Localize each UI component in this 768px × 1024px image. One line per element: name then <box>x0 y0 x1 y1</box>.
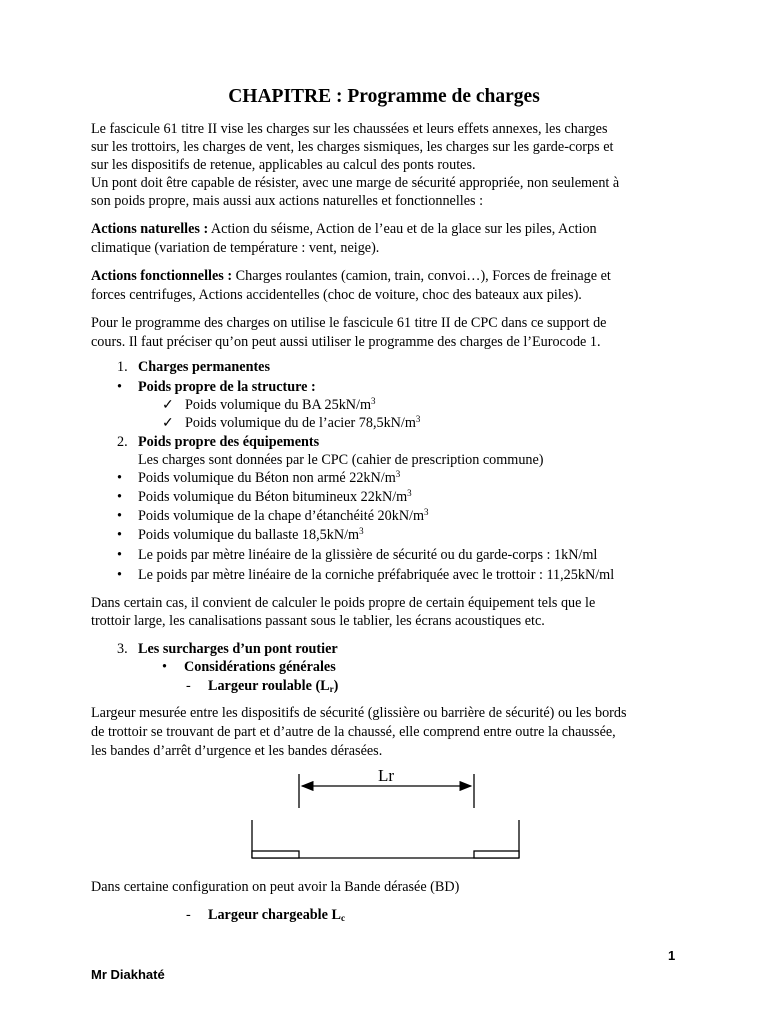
dash-marker: - <box>186 678 191 694</box>
equip-item-1-sup: 3 <box>395 469 401 479</box>
largeur-text-line-2: de trottoir se trouvant de part et d’autre de la chaussé, elle comprend entre outre la chaussée, <box>91 724 616 740</box>
actions-naturelles-line-2: climatique (variation de température : vent, neige). <box>91 240 380 256</box>
equip-item-5: Le poids par mètre linéaire de la glissière de sécurité ou du garde-corps : 1kN/ml <box>138 547 598 563</box>
actions-fonctionnelles-label: Actions fonctionnelles : <box>91 268 233 284</box>
structure-item-1-sup: 3 <box>371 396 376 406</box>
actions-naturelles-line-1 <box>91 220 691 239</box>
equip-item-4-text: Poids volumique du ballaste 18,5kN/m <box>138 527 360 543</box>
largeur-chargeable-heading <box>208 906 345 925</box>
section-poids-equipements: Poids propre des équipements <box>138 434 320 450</box>
dash-marker: - <box>186 907 191 923</box>
bullet-icon: • <box>117 379 122 395</box>
list-number-1: 1. <box>117 359 128 375</box>
bullet-icon: • <box>162 659 167 675</box>
equip-item-2 <box>138 488 412 507</box>
intro-line-1: Le fascicule 61 titre II vise les charges sur les chaussées et leurs effets annexes, les charges <box>91 121 608 137</box>
equip-item-2-text: Poids volumique du Béton bitumineux 22kN/m <box>138 489 408 505</box>
certain-cas-line-1: Dans certain cas, il convient de calculer le poids propre de certain équipement tels que le <box>91 595 596 611</box>
chapter-title: CHAPITRE : Programme de charges <box>228 86 540 107</box>
intro-line-2: sur les trottoirs, les charges de vent, les charges sismiques, les charges sur les garde-corps et <box>91 139 614 155</box>
actions-naturelles-text: Action du séisme, Action de l’eau et de la glace sur les piles, Action <box>208 221 597 237</box>
largeur-roulable-diagram <box>240 762 530 872</box>
programme-line-2: cours. Il faut préciser qu’on peut aussi utiliser le programme des charges de l’Eurocode 1. <box>91 334 601 350</box>
equip-item-1-text: Poids volumique du Béton non armé 22kN/m <box>138 470 396 486</box>
intro-line-5: son poids propre, mais aussi aux actions naturelles et fonctionnelles : <box>91 193 484 209</box>
actions-fonctionnelles-text: Charges roulantes (camion, train, convoi…), Forces de freinage et <box>232 268 611 284</box>
checkmark-icon: ✓ <box>162 397 174 413</box>
list-number-2: 2. <box>117 434 128 450</box>
largeur-chargeable-label: Largeur chargeable L <box>208 907 341 923</box>
structure-item-2-sup: 3 <box>415 414 421 424</box>
bullet-icon: • <box>117 508 122 524</box>
actions-fonctionnelles-line-2: forces centrifuges, Actions accidentelles (choc de voiture, choc des bateaux aux piles). <box>91 287 582 303</box>
intro-line-4: Un pont doit être capable de résister, avec une marge de sécurité appropriée, non seulement à <box>91 175 620 191</box>
equip-item-4 <box>138 526 364 545</box>
bullet-icon: • <box>117 527 122 543</box>
largeur-chargeable-sub: c <box>340 913 345 923</box>
section-charges-permanentes: Charges permanentes <box>138 359 271 375</box>
trottoir-right <box>474 851 519 858</box>
poids-structure-heading: Poids propre de la structure : <box>138 379 316 395</box>
actions-naturelles-label: Actions naturelles : <box>91 221 209 237</box>
largeur-roulable-sub: r <box>329 684 334 694</box>
bande-derasee-text: Dans certaine configuration on peut avoir la Bande dérasée (BD) <box>91 879 460 895</box>
equip-item-3-text: Poids volumique de la chape d’étanchéité 20kN/m <box>138 508 425 524</box>
equip-item-3-sup: 3 <box>424 507 429 517</box>
section-2-note: Les charges sont données par le CPC (cahier de prescription commune) <box>138 452 544 468</box>
checkmark-icon: ✓ <box>162 415 174 431</box>
page-number: 1 <box>668 948 676 963</box>
largeur-text-line-1: Largeur mesurée entre les dispositifs de sécurité (glissière ou barrière de sécurité) ou les bords <box>91 705 627 721</box>
trottoir-left <box>252 851 299 858</box>
largeur-text-line-3: les bandes d’arrêt d’urgence et les bandes dérasées. <box>91 743 383 759</box>
largeur-roulable-end: ) <box>333 678 339 694</box>
largeur-roulable-label: Largeur roulable (L <box>208 678 330 694</box>
programme-line-1: Pour le programme des charges on utilise le fascicule 61 titre II de CPC dans ce support de <box>91 315 607 331</box>
intro-line-3: sur les dispositifs de retenue, applicables au calcul des ponts routes. <box>91 157 476 173</box>
structure-item-1 <box>185 396 376 415</box>
equip-item-6: Le poids par mètre linéaire de la corniche préfabriquée avec le trottoir : 11,25kN/ml <box>138 567 615 583</box>
section-surcharges: Les surcharges d’un pont routier <box>138 641 338 657</box>
structure-item-1-text: Poids volumique du BA 25kN/m <box>185 397 372 413</box>
certain-cas-line-2: trottoir large, les canalisations passant sous le tablier, les écrans acoustiques etc. <box>91 613 545 629</box>
structure-item-2 <box>185 414 420 433</box>
structure-item-2-text: Poids volumique du de l’acier 78,5kN/m <box>185 415 416 431</box>
bullet-icon: • <box>117 470 122 486</box>
author-footer: Mr Diakhaté <box>91 967 165 982</box>
dimension-label: Lr <box>377 766 395 785</box>
equip-item-3 <box>138 507 429 526</box>
actions-fonctionnelles-line-1 <box>91 267 691 286</box>
equip-item-1 <box>138 469 400 488</box>
equip-item-2-sup: 3 <box>407 488 412 498</box>
largeur-roulable-heading <box>208 677 338 696</box>
bullet-icon: • <box>117 489 122 505</box>
bullet-icon: • <box>117 547 122 563</box>
considerations-generales: Considérations générales <box>184 659 336 675</box>
list-number-3: 3. <box>117 641 128 657</box>
bullet-icon: • <box>117 567 122 583</box>
equip-item-4-sup: 3 <box>359 526 364 536</box>
